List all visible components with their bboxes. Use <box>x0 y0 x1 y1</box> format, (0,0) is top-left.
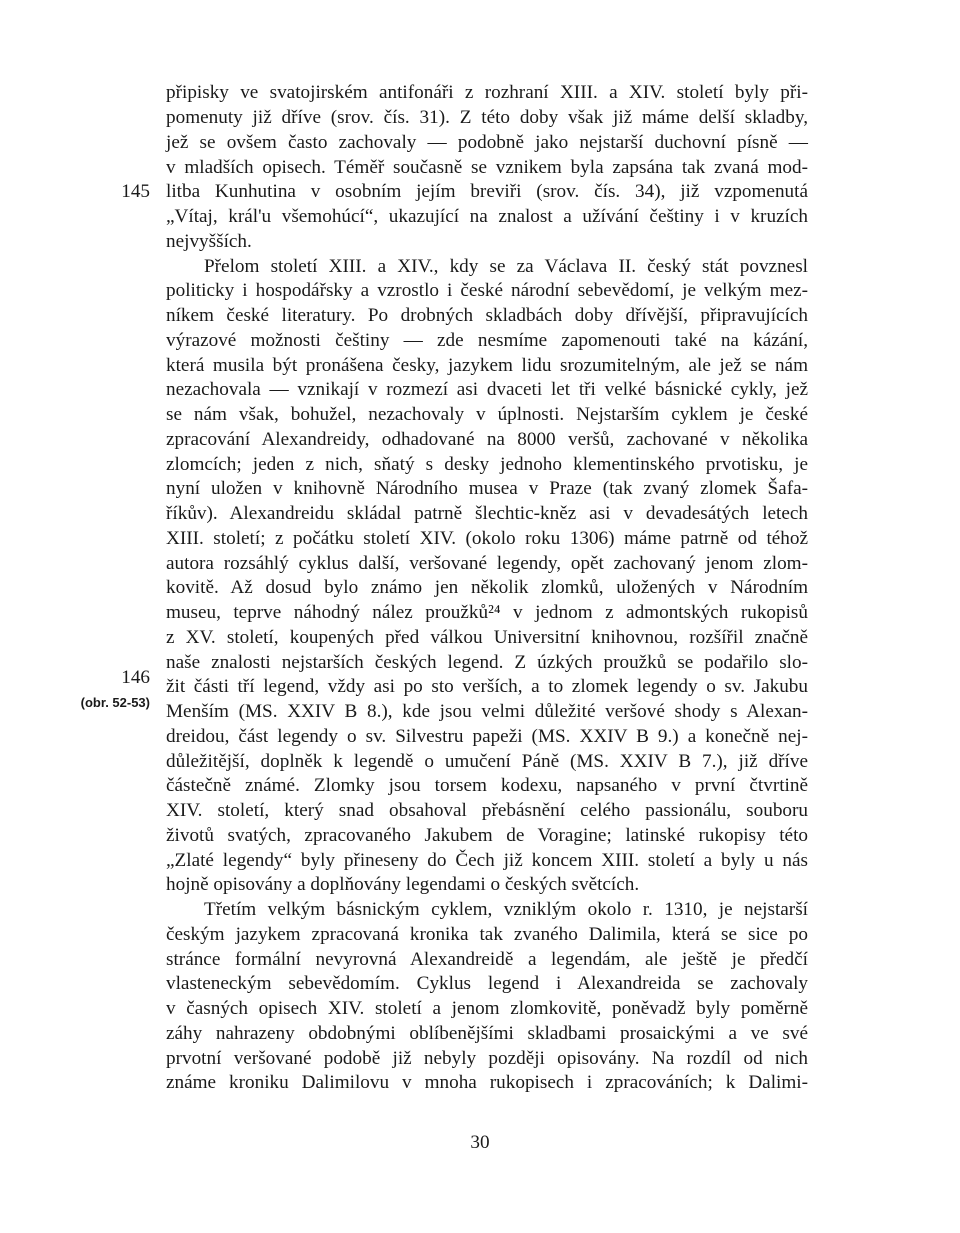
text-line: politicky i hospodářsky a vzrostlo i české národní sebevědomí, je velkým mez- <box>166 280 808 301</box>
text-line: v časných opisech XIV. století a jenom zlomkovitě, poněvadž byly poměrně <box>166 998 808 1019</box>
text-line: se nám však, bohužel, nezachovaly v úplnosti. Nejstarším cyklem je české <box>166 404 808 425</box>
margin-note-146: 146 <box>121 667 150 688</box>
text-line: XIII. století; z počátku století XIV. (okolo roku 1306) máme patrně od téhož <box>166 528 808 549</box>
text-line: říkův). Alexandreidu skládal patrně šlechtic-kněz asi v devadesátých letech <box>166 503 808 524</box>
text-line: nezachovala — vznikají v rozmezí asi dvaceti let tři velké básnické cykly, jež <box>166 379 808 400</box>
text-line: XIV. století, který snad obsahoval přebásnění celého passionálu, souboru <box>166 800 808 821</box>
text-line: Menším (MS. XXIV B 8.), kde jsou velmi důležité veršové shody s Alexan- <box>166 701 808 722</box>
text-line: částečně známé. Zlomky jsou torsem kodexu, napsaného v první čtvrtině <box>166 775 808 796</box>
text-line: výrazové možnosti češtiny — zde nesmíme zapomenouti také na kázání, <box>166 330 808 351</box>
text-line: nyní uložen v knihovně Národního musea v Praze (tak zvaný zlomek Šafa- <box>166 478 808 499</box>
text-line: hojně opisovány a doplňovány legendami o českých světcích. <box>166 874 640 895</box>
text-line: zlomcích; jeden z nich, sňatý s desky jednoho klementinského prvotisku, je <box>166 454 808 475</box>
text-line: kovitě. Až dosud bylo známo jen několik zlomků, uložených v Národním <box>166 577 808 598</box>
text-line: naše znalosti nejstarších českých legend. Z úzkých proužků se podařilo slo- <box>166 652 808 673</box>
text-line: dreidou, část legendy o sv. Silvestru papeži (MS. XXIV B 9.) a konečně nej- <box>166 726 808 747</box>
text-line: zpracování Alexandreidy, odhadované na 8000 veršů, zachované v několika <box>166 429 808 450</box>
paragraph-first-line: Přelom století XIII. a XIV., kdy se za Václava II. český stát povznesl <box>204 256 808 277</box>
text-line: stránce formální nevyrovná Alexandreidě a legendám, ale ještě je předčí <box>166 949 808 970</box>
text-line: autora rozsáhlý cyklus další, veršované legendy, opět zachovaný jenom zlom- <box>166 553 808 574</box>
text-line: českým jazykem zpracovaná kronika tak zvaného Dalimila, která se sice po <box>166 924 808 945</box>
text-line: připisky ve svatojirském antifonáři z rozhraní XIII. a XIV. století byly při- <box>166 82 808 103</box>
text-line: „Zlaté legendy“ byly přineseny do Čech již koncem XIII. století a byly u nás <box>166 850 808 871</box>
text-line: která musila být pronášena česky, jazykem lidu srozumitelným, ale jež se nám <box>166 355 808 376</box>
text-line: museu, teprve náhodný nález proužků²⁴ v jednom z admontských rukopisů <box>166 602 808 623</box>
text-line: nejvyšších. <box>166 231 252 252</box>
text-line: litba Kunhutina v osobním jejím breviři (srov. čís. 34), již vzpomenutá <box>166 181 808 202</box>
paragraph-first-line: Třetím velkým básnickým cyklem, vzniklým okolo r. 1310, je nejstarší <box>204 899 808 920</box>
text-line: prvotní veršované podobě již nebyly později opisovány. Na rozdíl od nich <box>166 1048 808 1069</box>
text-line: pomenuty již dříve (srov. čís. 31). Z této doby však již máme delší skladby, <box>166 107 808 128</box>
text-line: žit části tří legend, vždy asi po sto verších, a to zlomek legendy o sv. Jakubu <box>166 676 808 697</box>
text-line: životů svatých, zpracovaného Jakubem de Voragine; latinské rukopisy této <box>166 825 808 846</box>
margin-figure-reference: (obr. 52-53) <box>80 695 150 710</box>
text-line: jež se ovšem často zachovaly — podobně jako nejstarší duchovní písně — <box>166 132 808 153</box>
text-line: „Vítaj, král'u všemohúcí“, ukazující na znalost a užívání češtiny i v kruzích <box>166 206 808 227</box>
text-line: důležitější, doplněk k legendě o umučení Páně (MS. XXIV B 7.), již dříve <box>166 751 808 772</box>
text-line: v mladších opisech. Téměř současně se vznikem byla zapsána tak zvaná mod- <box>166 157 808 178</box>
text-line: z XV. století, koupených před válkou Universitní knihovnou, rozšířil značně <box>166 627 808 648</box>
text-line: záhy nahrazeny obdobnými oblíbenějšími skladbami prosaickými a ve své <box>166 1023 808 1044</box>
text-line: níkem české literatury. Po drobných skladbách doby dřívější, připravujících <box>166 305 808 326</box>
text-line: vlasteneckým sebevědomím. Cyklus legend i Alexandreida se zachovaly <box>166 973 808 994</box>
text-line: známe kroniku Dalimilovu v mnoha rukopisech i zpracováních; k Dalimi- <box>166 1072 808 1093</box>
page-number: 30 <box>470 1132 490 1153</box>
margin-note-145: 145 <box>121 181 150 202</box>
